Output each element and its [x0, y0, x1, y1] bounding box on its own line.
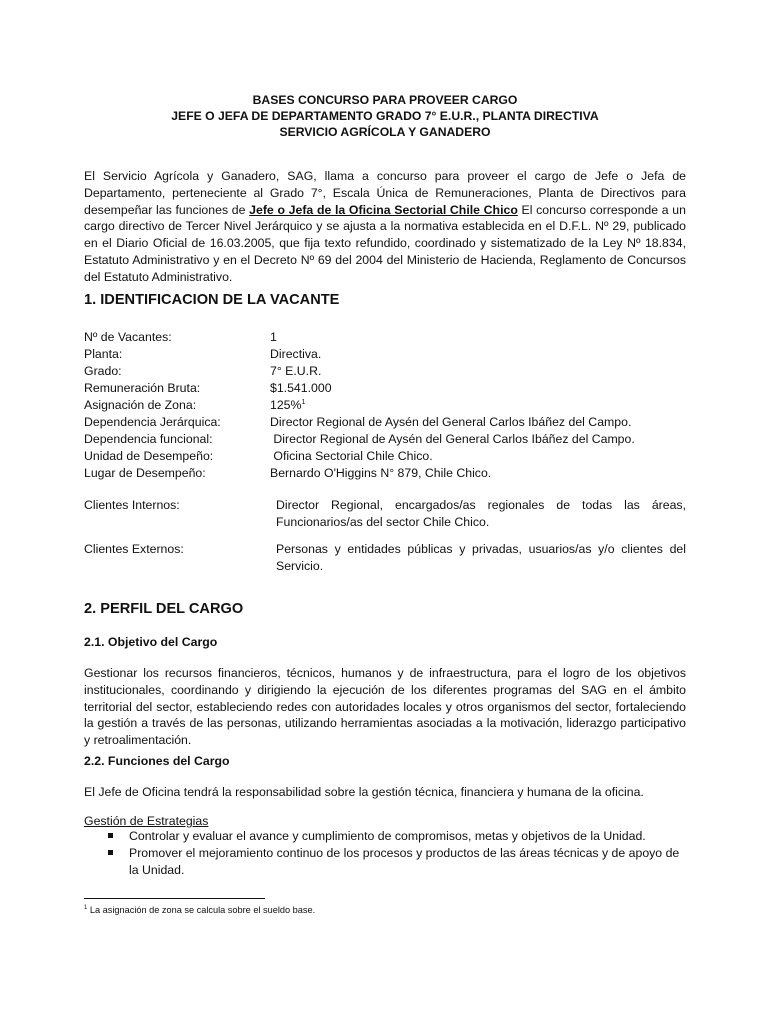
functions-bullet-list [84, 828, 686, 878]
section-1-heading: 1. IDENTIFICACION DE LA VACANTE [84, 292, 340, 308]
intro-text-before: El Servicio Agrícola y Ganadero, SAG, llama a concurso para proveer el cargo de Jefe o Jefa de Departamento, perteneciente al Grado 7°, Escala Única de Remuneraciones, Planta de Directivos para desempeñar las funciones de [84, 169, 686, 217]
intro-paragraph [84, 168, 686, 286]
vacancy-label: Planta: [84, 347, 123, 361]
internal-clients [84, 497, 686, 531]
internal-clients-value: Director Regional, encargados/as regionales de todas las áreas, Funcionarios/as del sector Chile Chico. [276, 498, 686, 529]
vacancy-row [84, 414, 704, 431]
footnote-divider [84, 898, 265, 899]
vacancy-label: Nº de Vacantes: [84, 330, 172, 344]
vacancy-label: Grado: [84, 364, 122, 378]
list-item [84, 828, 686, 845]
strategy-management-heading: Gestión de Estrategias [84, 814, 209, 828]
functions-paragraph: El Jefe de Oficina tendrá la responsabilidad sobre la gestión técnica, financiera y humana de la oficina. [84, 785, 644, 799]
document-title [0, 92, 770, 140]
vacancy-value: Director Regional de Aysén del General Carlos Ibáñez del Campo. [270, 415, 632, 429]
list-item [84, 845, 686, 879]
footnote-mark: 1 [84, 904, 88, 911]
vacancy-label: Unidad de Desempeño: [84, 449, 214, 463]
title-line-2: JEFE O JEFA DE DEPARTAMENTO GRADO 7° E.U.R., PLANTA DIRECTIVA [171, 109, 599, 123]
bullet-text: Controlar y evaluar el avance y cumplimiento de compromisos, metas y objetivos de la Unidad. [129, 829, 646, 843]
vacancy-value: $1.541.000 [270, 381, 332, 395]
external-clients-label: Clientes Externos: [84, 542, 184, 556]
vacancy-value: 7° E.U.R. [270, 364, 322, 378]
objective-paragraph: Gestionar los recursos financieros, técnicos, humanos y de infraestructura, para el logro de los objetivos institucionales, coordinando y dirigiendo la ejecución de los diferentes programas del SAG en el ámbito territorial del sector, estableciendo redes con autoridades locales y otros organismos del sector, fortaleciendo la gestión a través de las personas, utilizando herramientas asociadas a la motivación, liderazgo participativo y retroalimentación. [84, 666, 686, 748]
vacancy-value [270, 397, 704, 414]
vacancy-row [84, 363, 704, 380]
square-bullet-icon [108, 833, 113, 838]
vacancy-value: Director Regional de Aysén del General Carlos Ibáñez del Campo. [270, 432, 635, 446]
vacancy-label: Lugar de Desempeño: [84, 466, 206, 480]
bullet-text: Promover el mejoramiento continuo de los procesos y productos de las áreas técnicas y de apoyo de la Unidad. [129, 845, 680, 877]
vacancy-row [84, 380, 704, 397]
vacancy-value: Oficina Sectorial Chile Chico. [270, 449, 433, 463]
vacancy-row [84, 448, 704, 465]
vacancy-label: Dependencia Jerárquica: [84, 415, 221, 429]
vacancy-row [84, 329, 704, 346]
external-clients-value: Personas y entidades públicas y privadas, usuarios/as y/o clientes del Servicio. [276, 542, 686, 573]
zone-allowance-value: 125% [270, 398, 302, 412]
vacancy-label: Dependencia funcional: [84, 432, 213, 446]
vacancy-row [84, 397, 704, 414]
internal-clients-label: Clientes Internos: [84, 498, 180, 512]
footnote [84, 904, 315, 916]
title-line-1: BASES CONCURSO PARA PROVEER CARGO [252, 93, 518, 107]
section-2-heading: 2. PERFIL DEL CARGO [84, 601, 244, 617]
vacancy-value: 1 [270, 330, 277, 344]
intro-text-after: El concurso corresponde a un cargo directivo de Tercer Nivel Jerárquico y se ajusta a la normativa establecida en el D.F.L. Nº 29, publicado en el Diario Oficial de 16.03.2005, que fija texto refundido, coordinado y sistematizado de la Ley Nº 18.834, Estatuto Administrativo y en el Decreto Nº 69 del 2004 del Ministerio de Hacienda, Reglamento de Concursos del Estatuto Administrativo. [84, 202, 686, 284]
vacancy-value: Directiva. [270, 347, 322, 361]
vacancy-label: Remuneración Bruta: [84, 381, 201, 395]
subsection-functions-heading: 2.2. Funciones del Cargo [84, 754, 230, 768]
vacancy-table [84, 329, 704, 482]
footnote-text: La asignación de zona se calcula sobre el sueldo base. [87, 905, 316, 915]
vacancy-row [84, 465, 704, 482]
vacancy-label: Asignación de Zona: [84, 398, 197, 412]
vacancy-row [84, 346, 704, 363]
intro-highlight: Jefe o Jefa de la Oficina Sectorial Chile Chico [249, 202, 518, 217]
footnote-reference[interactable]: 1 [301, 398, 306, 406]
vacancy-row [84, 431, 704, 448]
square-bullet-icon [108, 850, 113, 855]
subsection-objective-heading: 2.1. Objetivo del Cargo [84, 635, 218, 649]
title-line-3: SERVICIO AGRÍCOLA Y GANADERO [279, 125, 491, 139]
vacancy-value: Bernardo O'Higgins N° 879, Chile Chico. [270, 466, 492, 480]
external-clients [84, 541, 686, 575]
